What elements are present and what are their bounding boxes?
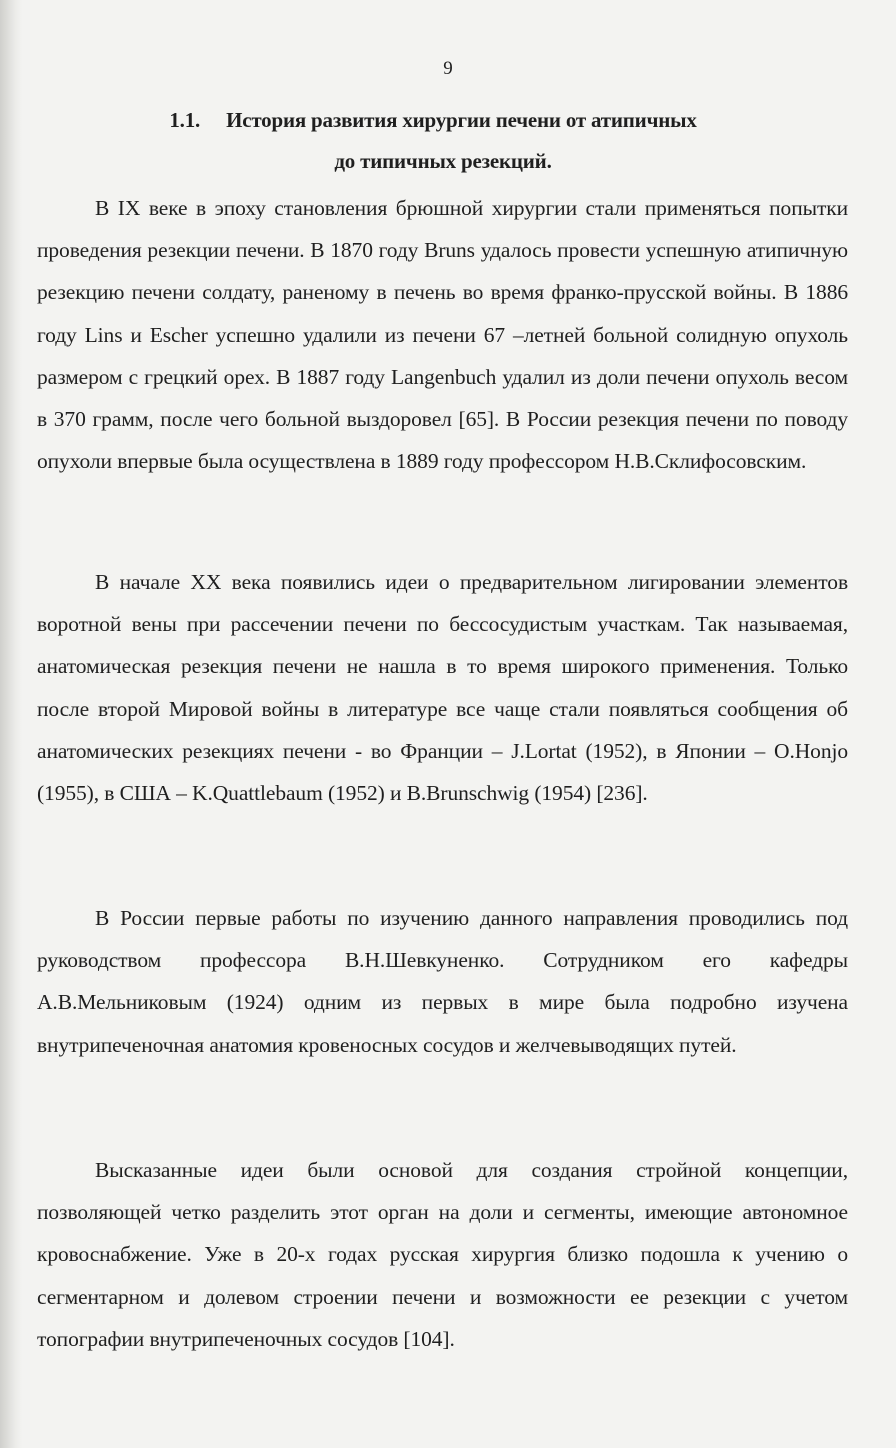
page-edge-shadow bbox=[0, 0, 22, 1448]
section-title-line-1: История развития хирургии печени от атипичных bbox=[226, 108, 697, 132]
paragraph-4: Высказанные идеи были основой для создания стройной концепции, позволяющей четко разделить этот орган на доли и сегменты, имеющие автономное кровоснабжение. Уже в 20-х годах русская хирургия близко подошла к учению о сегментарном и долевом строении печени и возможности ее резекции с учетом топографии внутрипеченочных сосудов [104]. bbox=[37, 1158, 848, 1351]
paragraph-1: В IX веке в эпоху становления брюшной хирургии стали применяться попытки проведения резекции печени. В 1870 году Bruns удалось провести успешную атипичную резекцию печени солдату, раненому в печень во время франко-прусской войны. В 1886 году Lins и Escher успешно удалили из печени 67 –летней больной солидную опухоль размером с грецкий орех. В 1887 году Langenbuch удалил из доли печени опухоль весом в 370 грамм, после чего больной выздоровел [65]. В России резекция печени по поводу опухоли впервые была осуществлена в 1889 году профессором Н.В.Склифосовским. bbox=[37, 196, 848, 474]
section-number: 1.1. bbox=[169, 108, 201, 132]
paragraph-3: В России первые работы по изучению данного направления проводились под руководством профессора В.Н.Шевкуненко. Сотрудником его кафедры А.В.Мельниковым (1924) одним из первых в мире была подробно изучена внутрипеченочная анатомия кровеносных сосудов и желчевыводящих путей. bbox=[37, 906, 848, 1057]
section-title-line-2: до типичных резекций. bbox=[334, 149, 552, 173]
paragraph-2: В начале XX века появились идеи о предварительном лигировании элементов воротной вены при рассечении печени по бессосудистым участкам. Так называемая, анатомическая резекция печени не нашла в то время широкого применения. Только после второй Мировой войны в литературе все чаще стали появляться сообщения об анатомических резекциях печени - во Франции – J.Lortat (1952), в Японии – O.Honjo (1955), в США – K.Quattlebaum (1952) и B.Brunschwig (1954) [236]. bbox=[37, 570, 848, 806]
section-heading bbox=[30, 108, 836, 133]
page-number: 9 bbox=[443, 58, 453, 79]
